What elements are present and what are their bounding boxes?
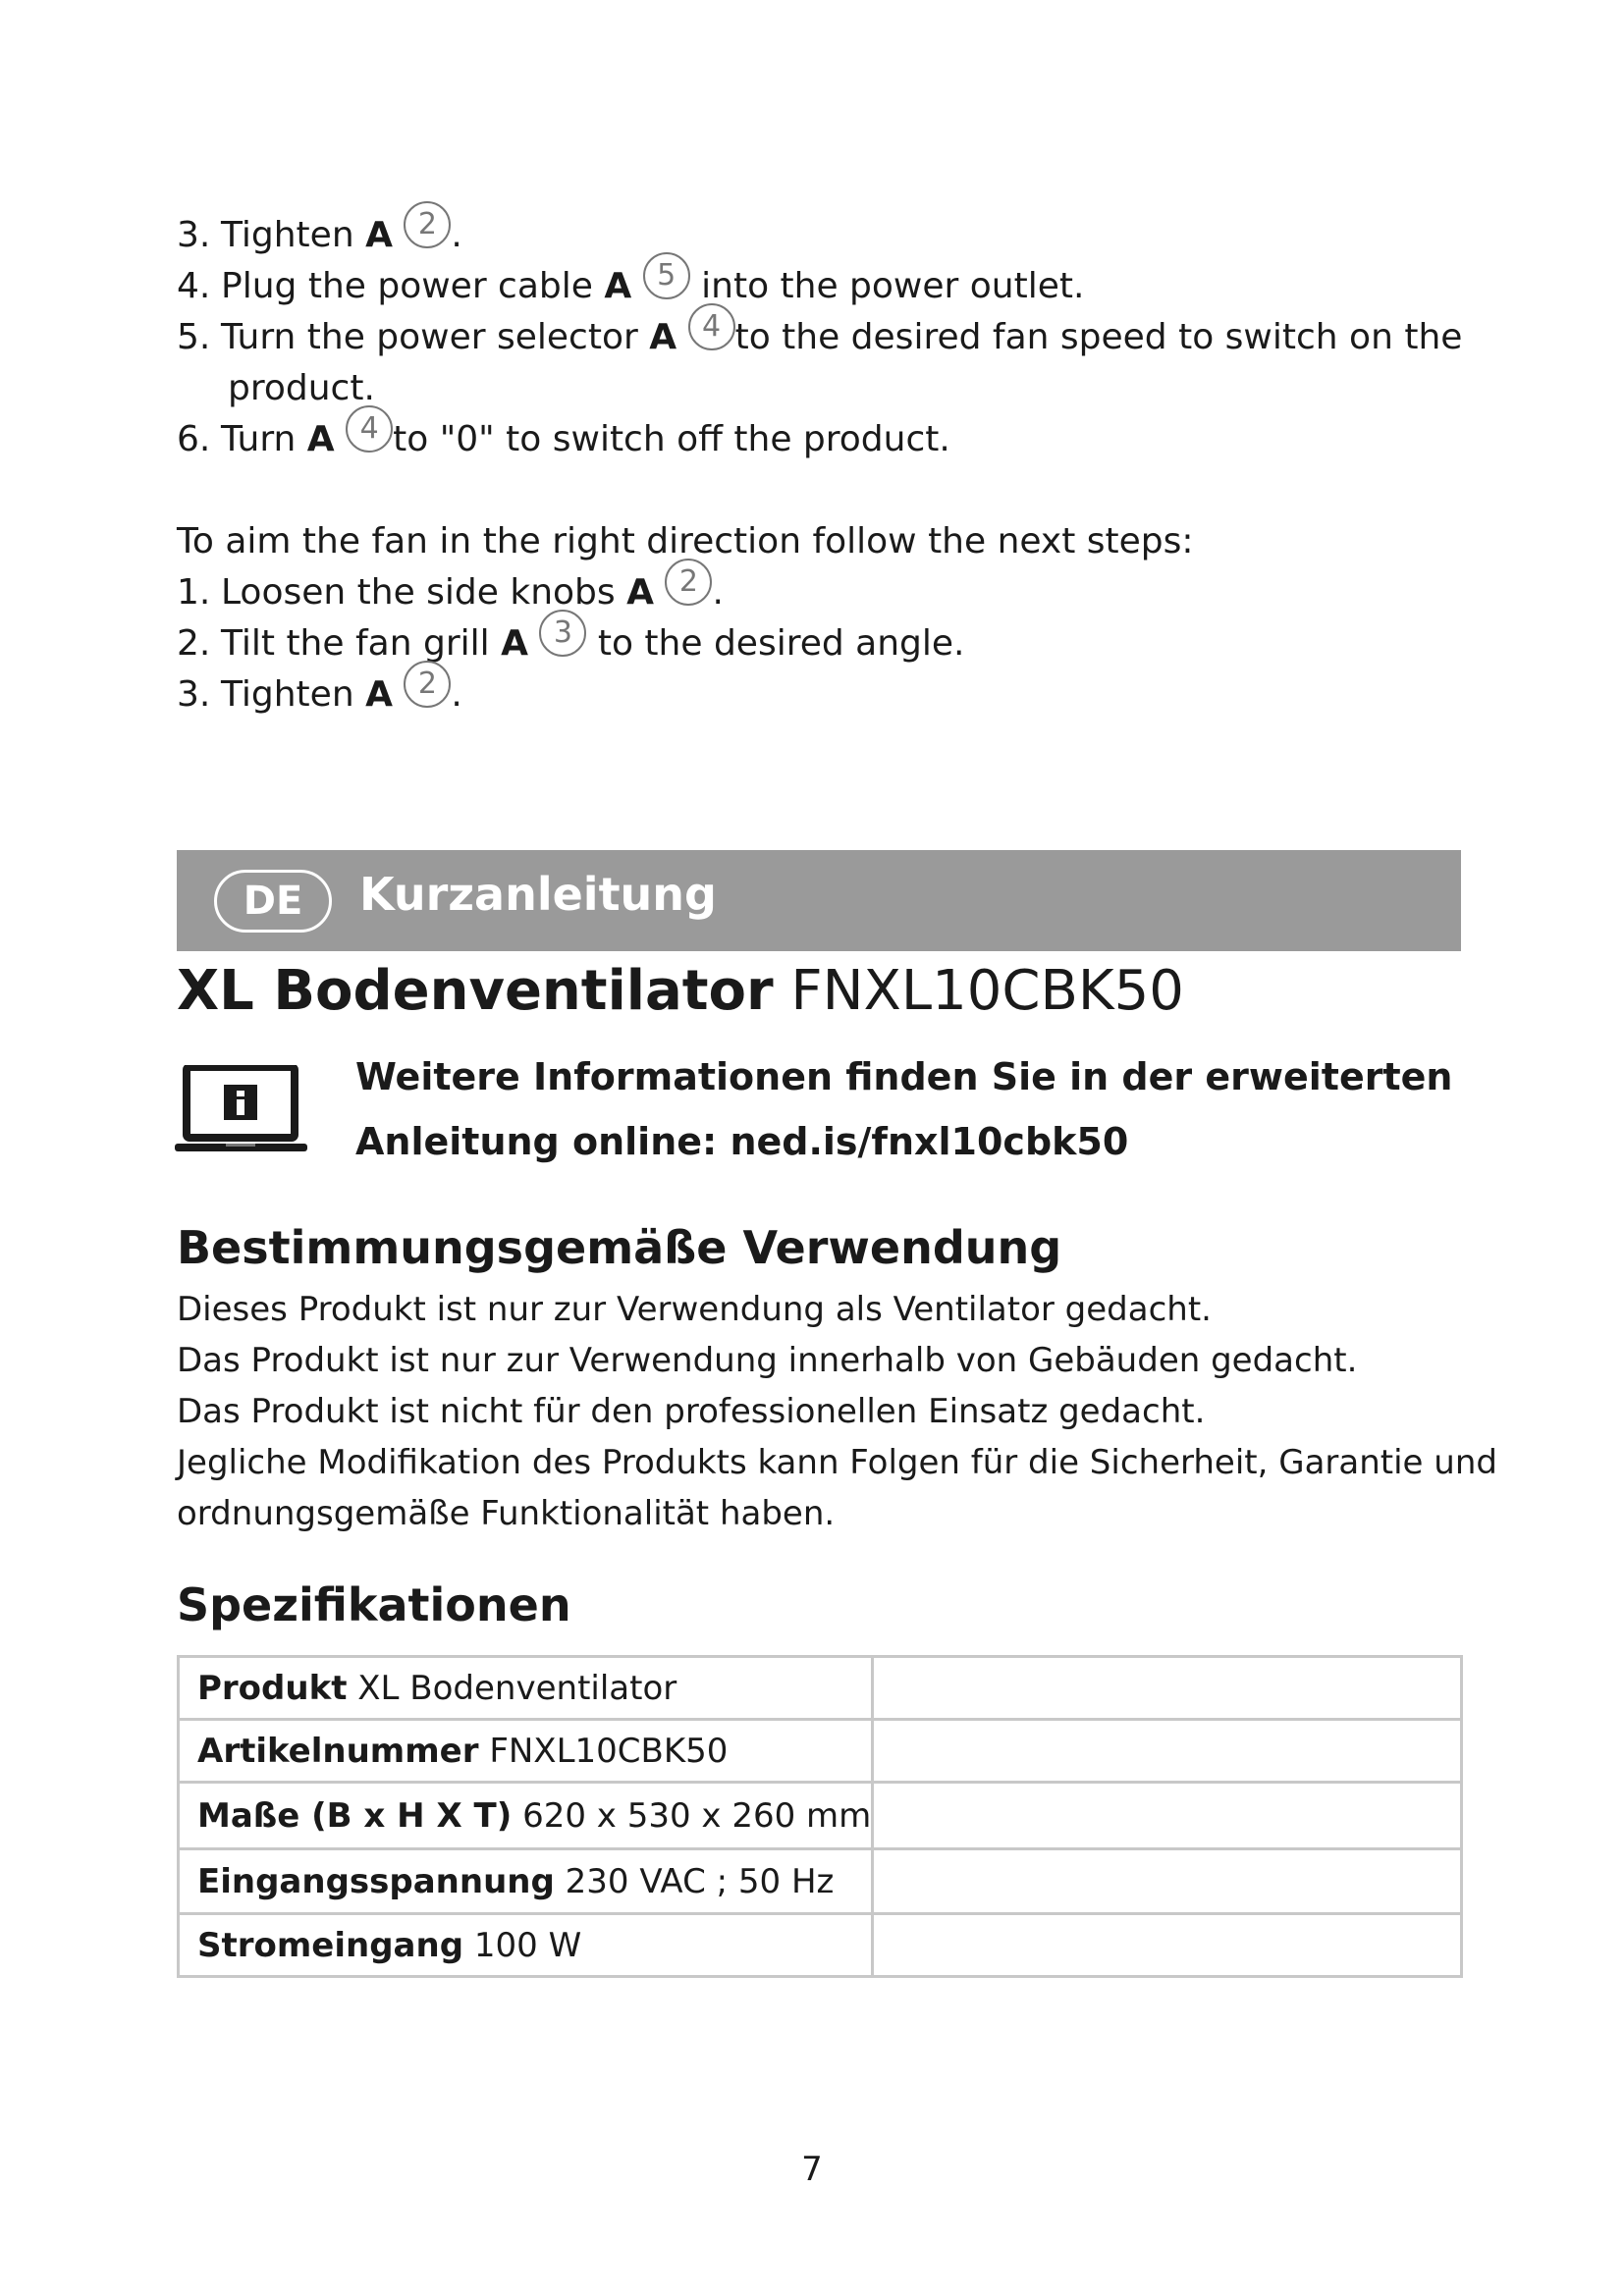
intended-use-line: Das Produkt ist nicht für den professionellen Einsatz gedacht.	[177, 1392, 1206, 1431]
intended-use-line: Dieses Produkt ist nur zur Verwendung als Ventilator gedacht.	[177, 1290, 1212, 1329]
step-number: 5.	[177, 317, 211, 357]
spec-label: Artikelnummer	[197, 1731, 479, 1771]
page-number: 7	[801, 2150, 823, 2189]
step-text: Tighten	[221, 674, 366, 715]
part-number-circle: 5	[643, 252, 690, 299]
spec-value: FNXL10CBK50	[489, 1731, 729, 1771]
step-text-end: to the desired angle.	[586, 623, 965, 664]
step-text-end: into the power outlet.	[689, 266, 1085, 306]
part-number-circle: 4	[346, 405, 393, 453]
language-banner	[177, 850, 1461, 951]
part-number-circle: 3	[539, 610, 586, 657]
step-number: 1.	[177, 572, 211, 613]
step-text: Turn	[221, 419, 307, 459]
step-item	[177, 615, 965, 669]
intended-use-line: ordnungsgemäße Funktionalität haben.	[177, 1494, 836, 1533]
part-ref: A	[501, 623, 528, 664]
spec-label: Produkt	[197, 1668, 348, 1708]
intended-use-line: Das Produkt ist nur zur Verwendung innerhalb von Gebäuden gedacht.	[177, 1341, 1358, 1380]
spec-row	[179, 1783, 1462, 1849]
part-ref: A	[626, 572, 654, 613]
step-item	[177, 207, 462, 261]
part-ref: A	[365, 674, 393, 715]
step-item	[177, 309, 1463, 363]
spec-empty-cell	[873, 1783, 1462, 1849]
spec-row	[179, 1720, 1462, 1783]
step-text-end: .	[451, 215, 462, 255]
step-number: 3.	[177, 215, 211, 255]
spec-cell	[179, 1657, 873, 1720]
step-text-end: .	[712, 572, 724, 613]
banner-title: Kurzanleitung	[359, 868, 717, 921]
part-ref: A	[365, 215, 393, 255]
part-ref: A	[306, 419, 335, 459]
part-number-circle: 4	[688, 303, 735, 350]
spec-table	[177, 1655, 1463, 1978]
step-text: Tighten	[221, 215, 366, 255]
step-text: Loosen the side knobs	[221, 572, 627, 613]
step-text-end: .	[451, 674, 462, 715]
spec-cell	[179, 1914, 873, 1977]
part-number-circle: 2	[404, 201, 451, 248]
intended-use-line: Jegliche Modifikation des Produkts kann Folgen für die Sicherheit, Garantie und	[177, 1443, 1497, 1482]
section-heading-specs: Spezifikationen	[177, 1578, 571, 1631]
step-item	[177, 669, 462, 721]
step-number: 4.	[177, 266, 211, 306]
step-item	[177, 411, 950, 465]
part-ref: A	[604, 266, 632, 306]
product-name: XL Bodenventilator	[177, 959, 774, 1023]
product-model: FNXL10CBK50	[790, 959, 1184, 1023]
step-number: 6.	[177, 419, 211, 459]
spec-row	[179, 1914, 1462, 1977]
step-item	[177, 258, 1085, 312]
spec-empty-cell	[873, 1720, 1462, 1783]
info-line-1: Weitere Informationen finden Sie in der erweiterten	[355, 1055, 1453, 1098]
spec-empty-cell	[873, 1914, 1462, 1977]
aim-intro: To aim the fan in the right direction follow the next steps:	[177, 521, 1194, 561]
page-title	[177, 957, 1184, 1026]
spec-value: 620 x 530 x 260 mm	[522, 1795, 872, 1836]
section-heading-intended-use: Bestimmungsgemäße Verwendung	[177, 1221, 1062, 1274]
spec-cell	[179, 1720, 873, 1783]
spec-label: Eingangsspannung	[197, 1861, 555, 1901]
spec-row	[179, 1657, 1462, 1720]
spec-row	[179, 1849, 1462, 1914]
laptop-info-icon	[175, 1065, 307, 1155]
part-ref: A	[649, 317, 677, 357]
part-number-circle: 2	[404, 661, 451, 708]
language-badge: DE	[214, 870, 332, 933]
step-text: Turn the power selector	[221, 317, 650, 357]
spec-empty-cell	[873, 1849, 1462, 1914]
spec-empty-cell	[873, 1657, 1462, 1720]
spec-value: 230 VAC ; 50 Hz	[565, 1861, 835, 1901]
spec-label: Maße (B x H X T)	[197, 1795, 513, 1836]
step-text: Plug the power cable	[221, 266, 605, 306]
step-continuation: product.	[228, 368, 375, 408]
spec-cell	[179, 1849, 873, 1914]
step-number: 2.	[177, 623, 211, 664]
spec-label: Stromeingang	[197, 1925, 464, 1965]
step-item	[177, 564, 724, 618]
step-number: 3.	[177, 674, 211, 715]
info-line-2: Anleitung online: ned.is/fnxl10cbk50	[355, 1120, 1129, 1163]
spec-value: 100 W	[473, 1925, 582, 1965]
part-number-circle: 2	[665, 559, 712, 606]
step-text-end: to "0" to switch off the product.	[393, 419, 950, 459]
spec-value: XL Bodenventilator	[357, 1668, 677, 1708]
spec-cell	[179, 1783, 873, 1849]
step-text: Tilt the fan grill	[221, 623, 502, 664]
step-text-end: to the desired fan speed to switch on the	[734, 317, 1463, 357]
